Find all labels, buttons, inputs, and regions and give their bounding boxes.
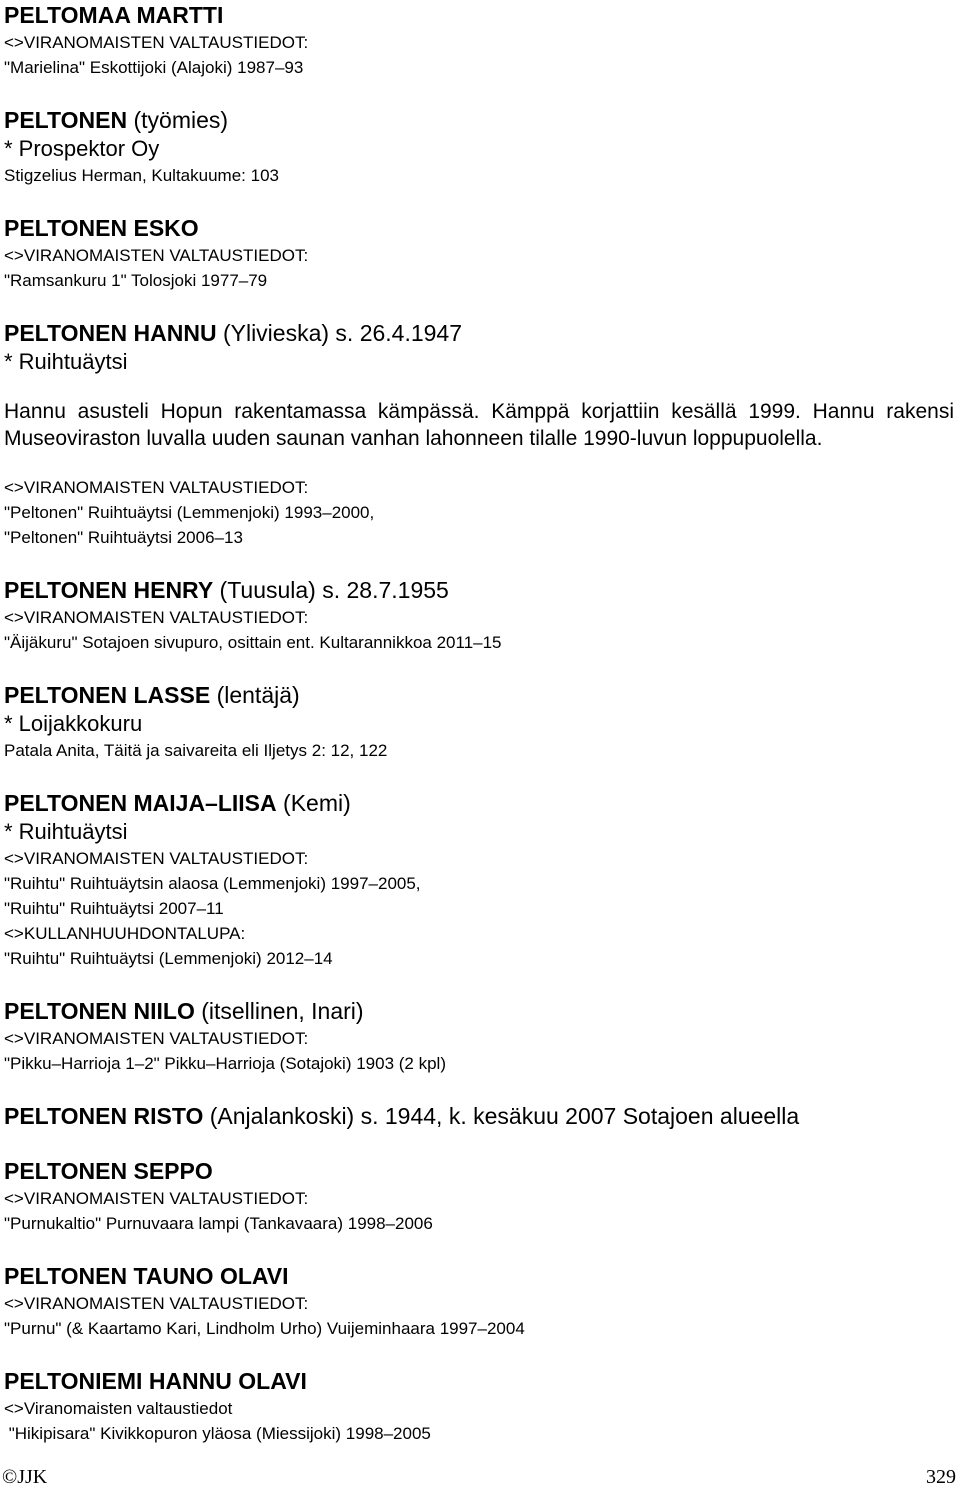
entry-name: PELTONIEMI HANNU OLAVI (4, 1368, 307, 1394)
entry-line: <>KULLANHUUHDONTALUPA: (4, 924, 246, 943)
entry-heading (4, 575, 956, 605)
page-number: 329 (926, 1466, 956, 1488)
entry-line: <>VIRANOMAISTEN VALTAUSTIEDOT: (4, 478, 309, 497)
entry-line: "Hikipisara" Kivikkopuron yläosa (Miessijoki) 1998–2005 (4, 1424, 431, 1443)
entry-peltonen-hannu (4, 318, 956, 550)
entry-location: * Loijakkokuru (4, 711, 143, 736)
entry-name: PELTONEN RISTO (4, 1103, 204, 1129)
entry-peltonen-risto (4, 1101, 956, 1131)
entry-line: Patala Anita, Täitä ja saivareita eli Iljetys 2: 12, 122 (4, 741, 388, 760)
entry-peltonen-lasse (4, 680, 956, 763)
entry-peltonen-esko (4, 213, 956, 293)
entry-heading (4, 1156, 956, 1186)
entry-heading (4, 1101, 956, 1131)
entry-qualifier: (työmies) (133, 107, 229, 133)
entry-line: <>VIRANOMAISTEN VALTAUSTIEDOT: (4, 1189, 309, 1208)
entry-heading (4, 0, 956, 30)
entry-line: <>VIRANOMAISTEN VALTAUSTIEDOT: (4, 608, 309, 627)
entry-heading (4, 105, 956, 135)
entry-heading (4, 996, 956, 1026)
entry-line: "Peltonen" Ruihtuäytsi (Lemmenjoki) 1993–2000, (4, 503, 375, 522)
document-page (4, 0, 956, 1446)
entry-name: PELTONEN HANNU (4, 320, 217, 346)
entry-line: <>VIRANOMAISTEN VALTAUSTIEDOT: (4, 246, 309, 265)
entry-name: PELTONEN ESKO (4, 215, 199, 241)
entry-qualifier: (lentäjä) (216, 682, 300, 708)
entry-heading (4, 788, 956, 818)
entry-heading (4, 1366, 956, 1396)
entry-qualifier: (Tuusula) s. 28.7.1955 (219, 577, 449, 603)
entry-peltomaa-martti (4, 0, 956, 80)
entry-name: PELTONEN NIILO (4, 998, 195, 1024)
entry-name: PELTOMAA MARTTI (4, 2, 224, 28)
entry-heading (4, 1261, 956, 1291)
entry-location: * Prospektor Oy (4, 136, 160, 161)
entry-peltonen-niilo (4, 996, 956, 1076)
entry-line: "Marielina" Eskottijoki (Alajoki) 1987–93 (4, 58, 304, 77)
entry-line: <>VIRANOMAISTEN VALTAUSTIEDOT: (4, 1029, 309, 1048)
entry-line: "Ruihtu" Ruihtuäytsin alaosa (Lemmenjoki) 1997–2005, (4, 874, 421, 893)
entry-heading (4, 680, 956, 710)
entry-location: * Ruihtuäytsi (4, 819, 128, 844)
entry-line: <>Viranomaisten valtaustiedot (4, 1399, 233, 1418)
entry-line: "Ramsankuru 1" Tolosjoki 1977–79 (4, 271, 268, 290)
page-footer (0, 1466, 960, 1491)
entry-line: <>VIRANOMAISTEN VALTAUSTIEDOT: (4, 849, 309, 868)
entry-peltonen-tyomies (4, 105, 956, 188)
entry-qualifier: (Kemi) (283, 790, 351, 816)
entry-line: "Peltonen" Ruihtuäytsi 2006–13 (4, 528, 243, 547)
entry-paragraph: Hannu asusteli Hopun rakentamassa kämpässä. Kämppä korjattiin kesällä 1999. Hannu rakensi Museoviraston luvalla uuden saunan vanhan lahonneen tilalle 1990-luvun loppupuolella. (4, 400, 954, 450)
entry-name: PELTONEN LASSE (4, 682, 211, 708)
entry-name: PELTONEN SEPPO (4, 1158, 213, 1184)
entry-name: PELTONEN MAIJA–LIISA (4, 790, 277, 816)
entry-heading (4, 318, 956, 348)
entry-peltonen-maija-liisa (4, 788, 956, 971)
entry-qualifier: (Anjalankoski) s. 1944, k. kesäkuu 2007 Sotajoen alueella (209, 1103, 800, 1129)
entry-line: "Ruihtu" Ruihtuäytsi 2007–11 (4, 899, 224, 918)
entry-line: "Äijäkuru" Sotajoen sivupuro, osittain ent. Kultarannikkoa 2011–15 (4, 633, 502, 652)
entry-name: PELTONEN TAUNO OLAVI (4, 1263, 289, 1289)
entry-line: Stigzelius Herman, Kultakuume: 103 (4, 166, 279, 185)
entry-heading (4, 213, 956, 243)
entry-line: "Pikku–Harrioja 1–2" Pikku–Harrioja (Sotajoki) 1903 (2 kpl) (4, 1054, 446, 1073)
copyright-mark: ©JJK (2, 1466, 48, 1488)
entry-name: PELTONEN (4, 107, 128, 133)
entry-name: PELTONEN HENRY (4, 577, 214, 603)
entry-line: "Purnu" (& Kaartamo Kari, Lindholm Urho) Vuijeminhaara 1997–2004 (4, 1319, 525, 1338)
entry-line: "Purnukaltio" Purnuvaara lampi (Tankavaara) 1998–2006 (4, 1214, 433, 1233)
entry-location: * Ruihtuäytsi (4, 349, 128, 374)
entry-peltoniemi-hannu-olavi (4, 1366, 956, 1446)
entry-line: <>VIRANOMAISTEN VALTAUSTIEDOT: (4, 1294, 309, 1313)
entry-line: "Ruihtu" Ruihtuäytsi (Lemmenjoki) 2012–14 (4, 949, 333, 968)
entry-peltonen-tauno-olavi (4, 1261, 956, 1341)
entry-peltonen-henry (4, 575, 956, 655)
entry-qualifier: (Ylivieska) s. 26.4.1947 (222, 320, 463, 346)
entry-qualifier: (itsellinen, Inari) (201, 998, 364, 1024)
entry-line: <>VIRANOMAISTEN VALTAUSTIEDOT: (4, 33, 309, 52)
entry-peltonen-seppo (4, 1156, 956, 1236)
